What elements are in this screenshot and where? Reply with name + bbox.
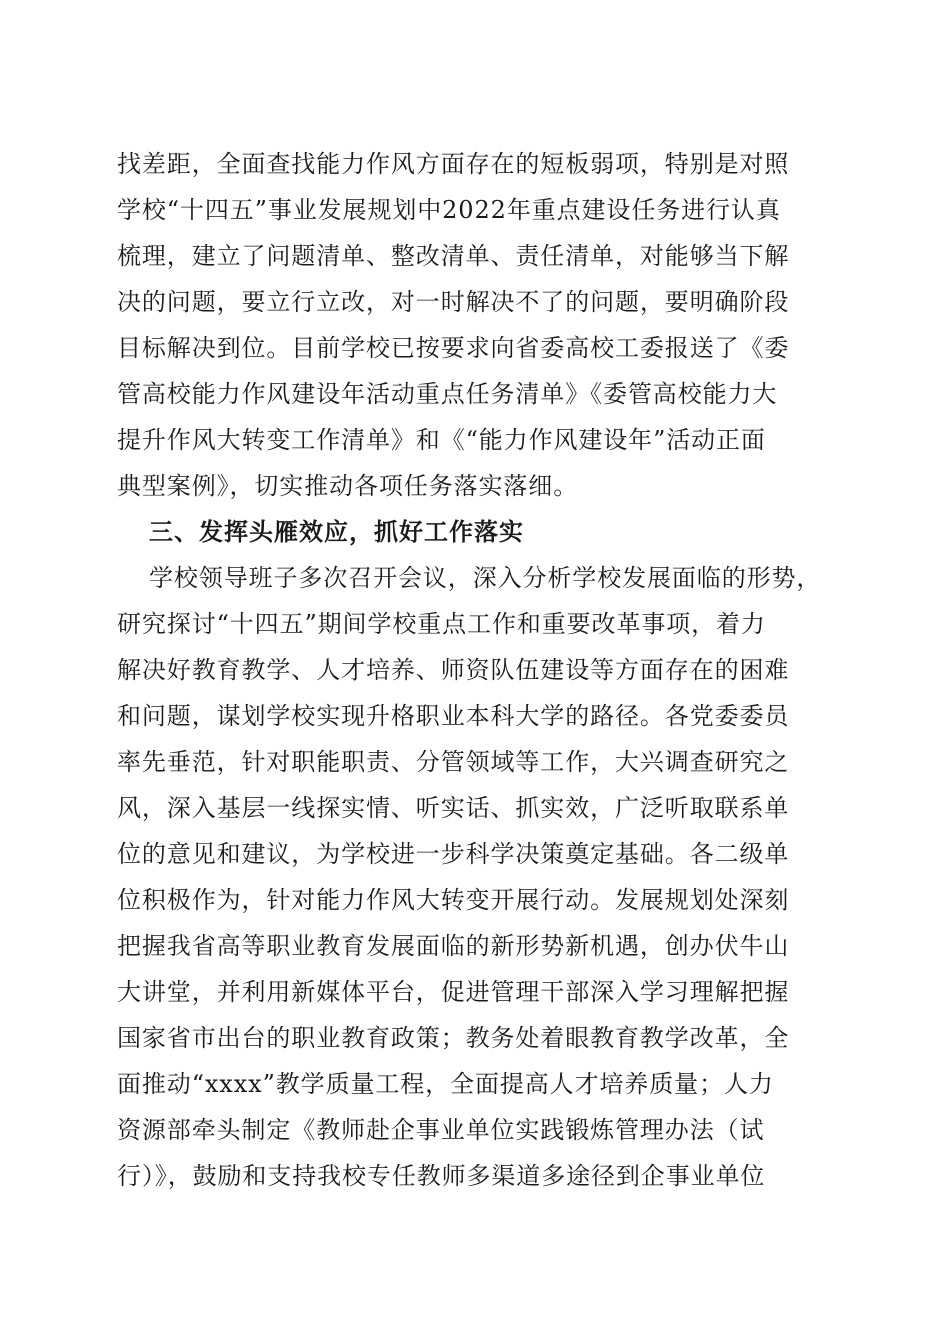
- paragraph-2-line-1: 学校领导班子多次召开会议，深入分析学校发展面临的形势，: [149, 564, 822, 592]
- paragraph-1-line-8: 典型案例》，切实推动各项任务落实落细。: [117, 472, 579, 500]
- paragraph-2-line-7: 位的意见和建议，为学校进一步科学决策奠定基础。各二级单: [117, 840, 790, 868]
- paragraph-1-line-3: 梳理，建立了问题清单、整改清单、责任清单，对能够当下解: [117, 242, 790, 270]
- paragraph-2-line-11: 国家省市出台的职业教育政策；教务处着眼教育教学改革，全: [117, 1024, 790, 1052]
- paragraph-2-line-5: 率先垂范，针对职能职责、分管领域等工作，大兴调查研究之: [117, 748, 790, 776]
- paragraph-2-line-6: 风，深入基层一线探实情、听实话、抓实效，广泛听取联系单: [117, 794, 790, 822]
- section-heading-3: 三、发挥头雁效应，抓好工作落实: [149, 518, 524, 546]
- paragraph-1-line-6: 管高校能力作风建设年活动重点任务清单》《委管高校能力大: [117, 380, 778, 408]
- paragraph-2-line-13: 资源部牵头制定《教师赴企事业单位实践锻炼管理办法（试: [117, 1116, 765, 1144]
- paragraph-1-line-7: 提升作风大转变工作清单》和《“能力作风建设年”活动正面: [117, 426, 766, 454]
- paragraph-2-line-4: 和问题，谋划学校实现升格职业本科大学的路径。各党委委员: [117, 702, 790, 730]
- paragraph-2-line-3: 解决好教育教学、人才培养、师资队伍建设等方面存在的困难: [117, 656, 790, 684]
- paragraph-2-line-9: 把握我省高等职业教育发展面临的新形势新机遇，创办伏牛山: [117, 932, 790, 960]
- paragraph-2-line-10: 大讲堂，并利用新媒体平台，促进管理干部深入学习理解把握: [117, 978, 790, 1006]
- paragraph-1-line-4: 决的问题，要立行立改，对一时解决不了的问题，要明确阶段: [117, 288, 790, 316]
- paragraph-1-line-5: 目标解决到位。目前学校已按要求向省委高校工委报送了《委: [117, 334, 790, 362]
- paragraph-1-line-1: 找差距，全面查找能力作风方面存在的短板弱项，特别是对照: [117, 150, 790, 178]
- paragraph-2-line-2: 研究探讨“十四五”期间学校重点工作和重要改革事项，着力: [117, 610, 766, 638]
- paragraph-2-line-12: 面推动“xxxx”教学质量工程，全面提高人才培养质量；人力: [117, 1070, 774, 1098]
- paragraph-1-line-2: 学校“十四五”事业发展规划中2022年重点建设任务进行认真: [117, 196, 781, 224]
- paragraph-2-line-8: 位积极作为，针对能力作风大转变开展行动。发展规划处深刻: [117, 886, 790, 914]
- paragraph-2-line-14: 行）》，鼓励和支持我校专任教师多渠道多途径到企事业单位: [117, 1162, 766, 1190]
